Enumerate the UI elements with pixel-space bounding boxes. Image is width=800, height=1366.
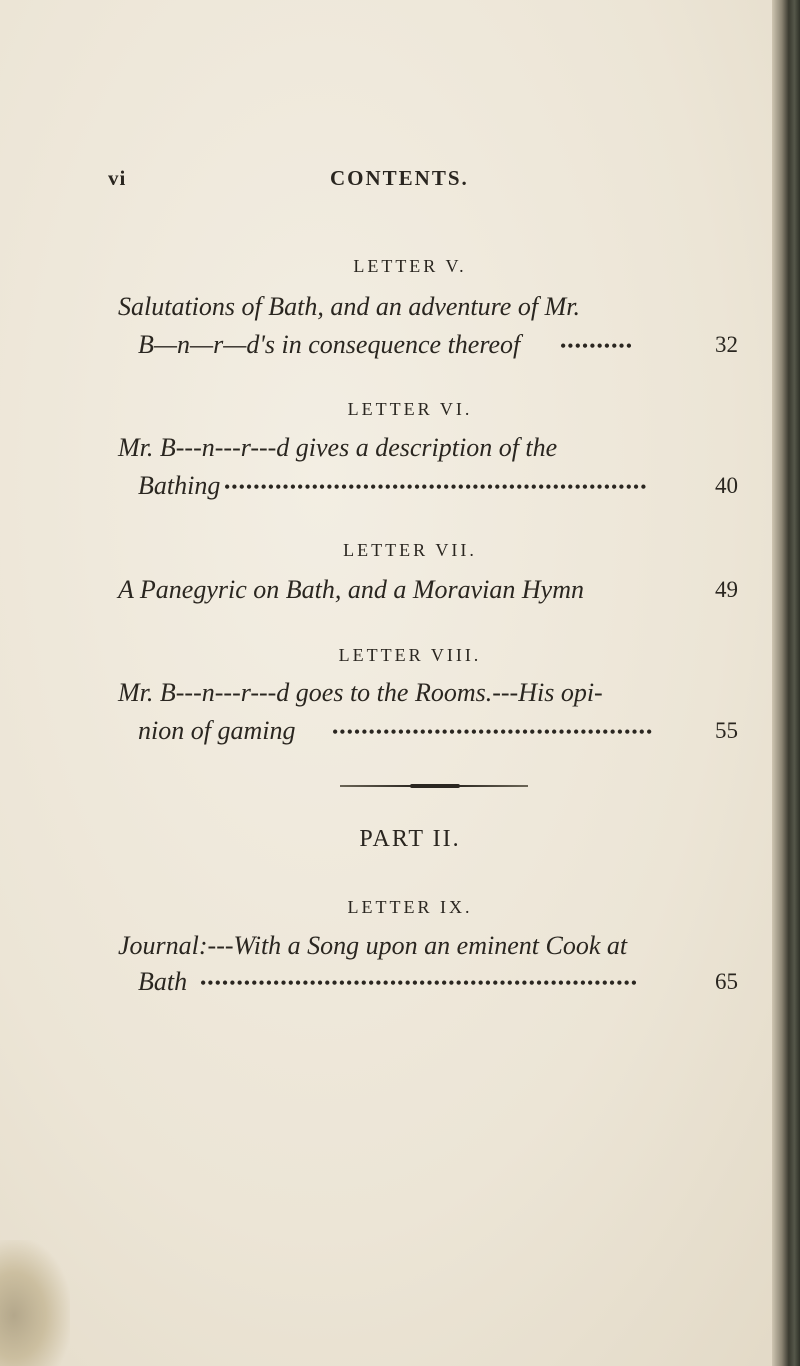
letter-heading: LETTER V.: [353, 256, 467, 276]
entry-text: A Panegyric on Bath, and a Moravian Hymn: [118, 575, 584, 604]
entry-page-number: 49: [715, 577, 738, 602]
letter-heading: LETTER IX.: [347, 897, 473, 917]
running-head: CONTENTS.: [330, 166, 469, 190]
entry-line: [138, 471, 738, 501]
entry-line: [118, 678, 738, 708]
section-divider-rule: [340, 785, 528, 787]
entry-line: [138, 330, 738, 360]
entry-line: [118, 575, 738, 605]
entry-text: nion of gaming: [138, 716, 296, 745]
entry-text: Bathing: [138, 471, 221, 500]
page-number: vi: [108, 166, 127, 190]
part-heading: PART II.: [359, 826, 461, 852]
entry-line: [138, 967, 738, 997]
entry-line: [118, 931, 738, 961]
entry-line: [118, 433, 738, 463]
letter-heading: LETTER VI.: [347, 399, 473, 419]
page-header: [0, 166, 780, 196]
entry-text: Journal:---With a Song upon an eminent Cook at: [118, 931, 628, 960]
entry-line: [138, 716, 738, 746]
leader-dots: ••••••••••••••••••••••••••••••••••••••••••••••••••••••••••••: [200, 973, 639, 993]
entry-page-number: 65: [715, 969, 738, 994]
entry-text: B—n—r—d's in consequence thereof: [138, 330, 521, 359]
leader-dots: ••••••••••••••••••••••••••••••••••••••••••••••••••••••••••: [224, 477, 648, 497]
entry-text: Bath: [138, 967, 188, 996]
entry-page-number: 55: [715, 718, 738, 743]
entry-text: Salutations of Bath, and an adventure of Mr.: [118, 292, 580, 321]
leader-dots: ••••••••••: [560, 336, 634, 356]
entry-text: Mr. B---n---r---d gives a description of the: [118, 433, 558, 462]
letter-heading: LETTER VII.: [343, 540, 477, 560]
entry-line: [118, 292, 738, 322]
letter-heading: LETTER VIII.: [338, 645, 482, 665]
page-stain: [0, 1240, 70, 1366]
book-spine-edge: [772, 0, 800, 1366]
leader-dots: ••••••••••••••••••••••••••••••••••••••••••••: [332, 722, 654, 742]
entry-page-number: 40: [715, 473, 738, 498]
entry-page-number: 32: [715, 332, 738, 357]
entry-text: Mr. B---n---r---d goes to the Rooms.---His opi-: [118, 678, 603, 707]
